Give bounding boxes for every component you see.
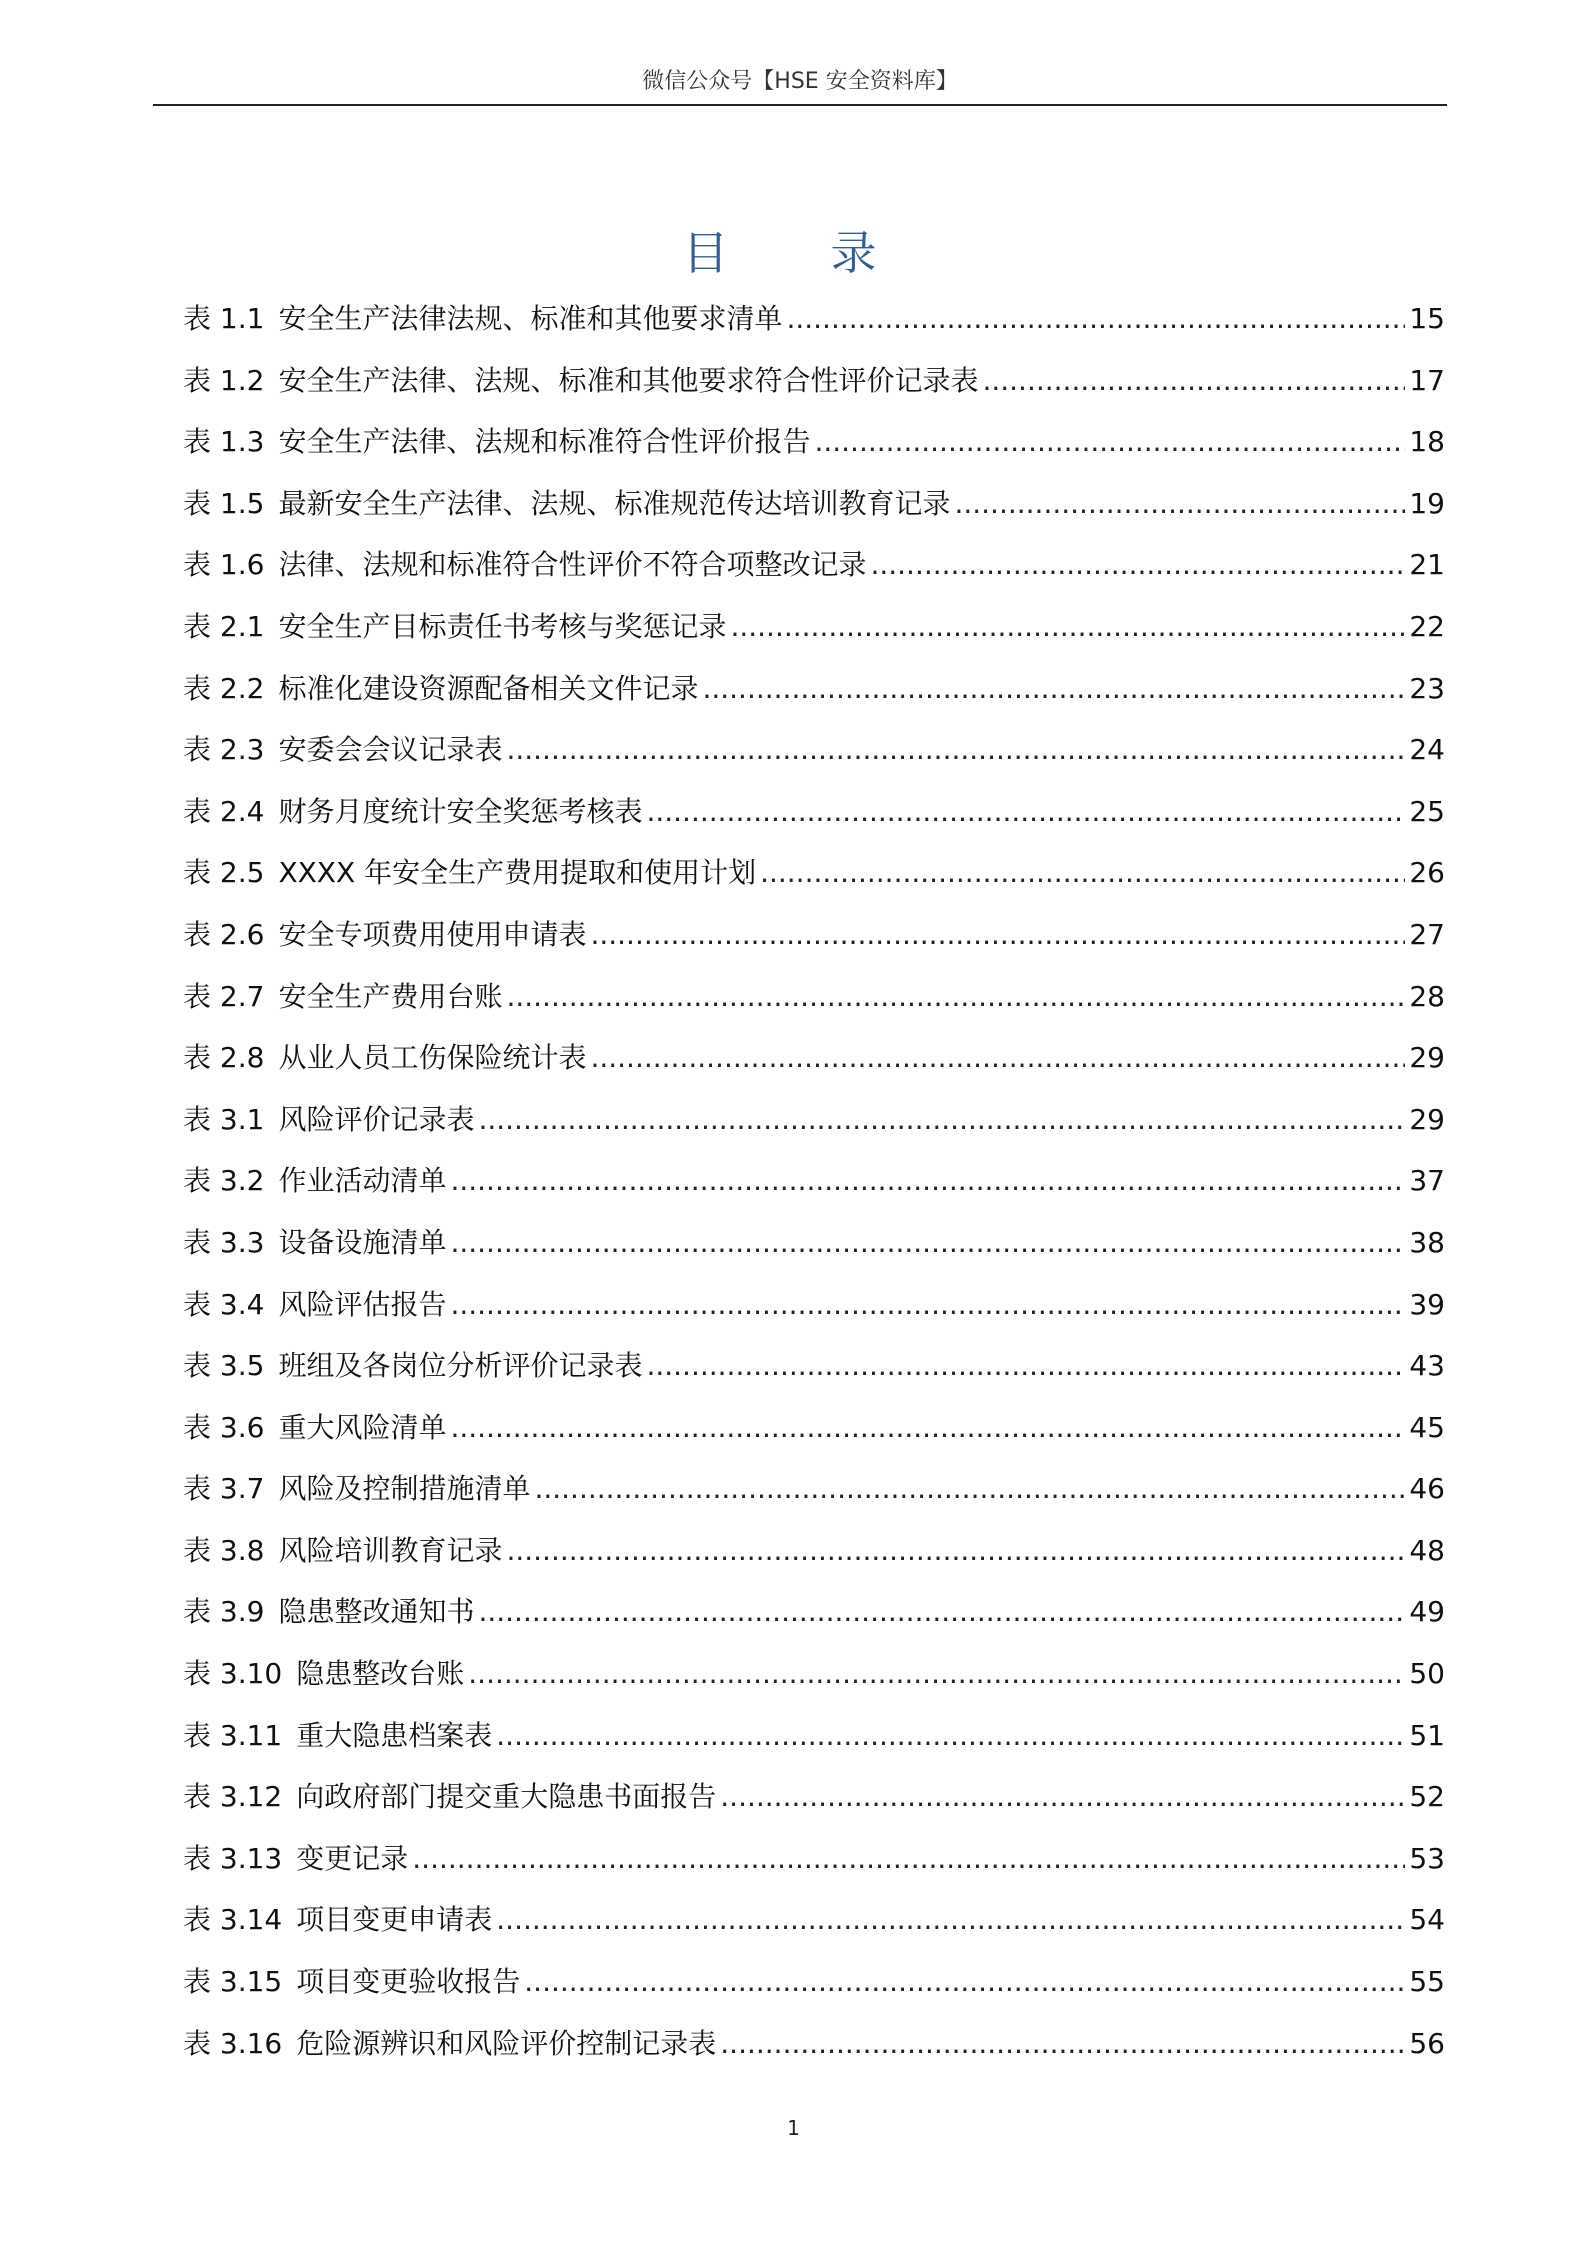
toc-entry[interactable] bbox=[183, 473, 1445, 535]
dot-leader bbox=[524, 1951, 1405, 2013]
dot-leader bbox=[646, 1335, 1405, 1397]
toc-entry-page: 48 bbox=[1409, 1533, 1445, 1567]
toc-entry-number: 表 3.3 bbox=[183, 1225, 265, 1259]
toc-entry-page: 53 bbox=[1409, 1841, 1445, 1875]
toc-entry-page: 23 bbox=[1409, 671, 1445, 705]
toc-entry[interactable] bbox=[183, 288, 1445, 350]
toc-entry-title: 变更记录 bbox=[296, 1841, 409, 1875]
toc-entry-page: 29 bbox=[1409, 1102, 1445, 1136]
toc-entry-number: 表 3.13 bbox=[183, 1841, 283, 1875]
toc-entry[interactable] bbox=[183, 658, 1445, 720]
toc-entry[interactable] bbox=[183, 1520, 1445, 1582]
toc-entry-number: 表 3.16 bbox=[183, 2026, 283, 2060]
toc-entry-title: 隐患整改通知书 bbox=[278, 1595, 475, 1629]
toc-entry-number: 表 2.1 bbox=[183, 609, 265, 643]
toc-entry[interactable] bbox=[183, 842, 1445, 904]
toc-entry-title: 标准化建设资源配备相关文件记录 bbox=[278, 671, 699, 705]
toc-entry-page: 26 bbox=[1409, 856, 1445, 890]
toc-entry-title: 风险评价记录表 bbox=[278, 1102, 475, 1136]
toc-entry-page: 43 bbox=[1409, 1349, 1445, 1383]
toc-entry-title: 重大风险清单 bbox=[278, 1410, 447, 1444]
toc-entry-number: 表 2.3 bbox=[183, 733, 265, 767]
toc-entry-title: 风险评估报告 bbox=[278, 1287, 447, 1321]
toc-entry-title: 向政府部门提交重大隐患书面报告 bbox=[296, 1780, 717, 1814]
dot-leader bbox=[412, 1828, 1405, 1890]
toc-entry-number: 表 2.6 bbox=[183, 917, 265, 951]
toc-entry-number: 表 1.1 bbox=[183, 302, 265, 335]
dot-leader bbox=[590, 904, 1405, 966]
toc-entry[interactable] bbox=[183, 2013, 1445, 2075]
toc-entry-number: 表 1.6 bbox=[183, 548, 265, 582]
toc-entry-page: 39 bbox=[1409, 1287, 1445, 1321]
toc-entry-page: 37 bbox=[1409, 1164, 1445, 1198]
toc-entry-number: 表 3.2 bbox=[183, 1164, 265, 1198]
dot-leader bbox=[450, 1397, 1405, 1459]
page-number: 1 bbox=[787, 2116, 800, 2140]
dot-leader bbox=[506, 966, 1405, 1028]
toc-entry-number: 表 2.4 bbox=[183, 794, 265, 828]
dot-leader bbox=[468, 1643, 1405, 1705]
toc-entry-number: 表 3.11 bbox=[183, 1718, 283, 1752]
toc-entry-number: 表 3.8 bbox=[183, 1533, 265, 1567]
toc-entry-title: 安全生产目标责任书考核与奖惩记录 bbox=[278, 609, 727, 643]
toc-entry[interactable] bbox=[183, 904, 1445, 966]
toc-entry[interactable] bbox=[183, 1335, 1445, 1397]
header-text: 微信公众号【HSE 安全资料库】 bbox=[642, 69, 958, 94]
toc-entry-title: XXXX 年安全生产费用提取和使用计划 bbox=[278, 856, 757, 890]
toc-entry[interactable] bbox=[183, 719, 1445, 781]
toc-entry-number: 表 1.5 bbox=[183, 486, 265, 520]
toc-entry-title: 法律、法规和标准符合性评价不符合项整改记录 bbox=[278, 548, 867, 582]
toc-entry-number: 表 2.8 bbox=[183, 1041, 265, 1075]
dot-leader bbox=[954, 473, 1405, 535]
dot-leader bbox=[496, 1705, 1405, 1767]
toc-entry-number: 表 3.10 bbox=[183, 1657, 283, 1691]
toc-entry-page: 51 bbox=[1409, 1718, 1445, 1752]
toc-entry-title: 财务月度统计安全奖惩考核表 bbox=[278, 794, 643, 828]
toc-entry-title: 安全生产法律法规、标准和其他要求清单 bbox=[278, 302, 783, 335]
toc-entry[interactable] bbox=[183, 966, 1445, 1028]
dot-leader bbox=[450, 1212, 1405, 1274]
toc-entry-number: 表 2.5 bbox=[183, 856, 265, 890]
toc-entry-number: 表 3.15 bbox=[183, 1965, 283, 1999]
dot-leader bbox=[720, 1766, 1405, 1828]
toc-entry-page: 27 bbox=[1409, 917, 1445, 951]
dot-leader bbox=[506, 1520, 1405, 1582]
toc-entry-page: 45 bbox=[1409, 1410, 1445, 1444]
toc-entry[interactable] bbox=[183, 534, 1445, 596]
dot-leader bbox=[450, 1274, 1405, 1336]
toc-entry[interactable] bbox=[183, 1766, 1445, 1828]
toc-entry-title: 隐患整改台账 bbox=[296, 1657, 465, 1691]
toc-entry-page: 49 bbox=[1409, 1595, 1445, 1629]
toc-entry-page: 56 bbox=[1409, 2026, 1445, 2060]
toc-entry-page: 18 bbox=[1409, 425, 1445, 459]
toc-entry-number: 表 3.1 bbox=[183, 1102, 265, 1136]
toc-entry[interactable] bbox=[183, 1705, 1445, 1767]
toc-entry[interactable] bbox=[183, 1027, 1445, 1089]
dot-leader bbox=[534, 1458, 1405, 1520]
toc-entry-page: 17 bbox=[1409, 363, 1445, 397]
toc-entry-number: 表 3.12 bbox=[183, 1780, 283, 1814]
toc-entry-page: 15 bbox=[1409, 302, 1445, 335]
toc-entry[interactable] bbox=[183, 1150, 1445, 1212]
toc-entry-page: 28 bbox=[1409, 979, 1445, 1013]
toc-entry-title: 从业人员工伤保险统计表 bbox=[278, 1041, 587, 1075]
dot-leader bbox=[506, 719, 1405, 781]
toc-entry-title: 设备设施清单 bbox=[278, 1225, 447, 1259]
toc-entry-page: 38 bbox=[1409, 1225, 1445, 1259]
toc-entry-page: 21 bbox=[1409, 548, 1445, 582]
toc-entry-page: 19 bbox=[1409, 486, 1445, 520]
toc-entry-title: 项目变更申请表 bbox=[296, 1903, 493, 1937]
page-header bbox=[153, 62, 1447, 106]
toc-entry-page: 50 bbox=[1409, 1657, 1445, 1691]
toc-entry-number: 表 3.5 bbox=[183, 1349, 265, 1383]
toc-entry-number: 表 3.14 bbox=[183, 1903, 283, 1937]
dot-leader bbox=[478, 1089, 1405, 1151]
dot-leader bbox=[450, 1150, 1405, 1212]
dot-leader bbox=[730, 596, 1405, 658]
toc-entry-number: 表 2.2 bbox=[183, 671, 265, 705]
toc-entry-number: 表 3.7 bbox=[183, 1472, 265, 1506]
toc-entry[interactable] bbox=[183, 1458, 1445, 1520]
toc-entry-page: 24 bbox=[1409, 733, 1445, 767]
toc-entry[interactable] bbox=[183, 1889, 1445, 1951]
toc-entry-page: 22 bbox=[1409, 609, 1445, 643]
toc-entry[interactable] bbox=[183, 1212, 1445, 1274]
toc-entry-number: 表 3.9 bbox=[183, 1595, 265, 1629]
dot-leader bbox=[496, 1889, 1405, 1951]
toc-entry-number: 表 2.7 bbox=[183, 979, 265, 1013]
toc-entry-page: 25 bbox=[1409, 794, 1445, 828]
toc-entry-number: 表 3.6 bbox=[183, 1410, 265, 1444]
toc-entry[interactable] bbox=[183, 1089, 1445, 1151]
toc-entry[interactable] bbox=[183, 596, 1445, 658]
toc-entry-page: 29 bbox=[1409, 1041, 1445, 1075]
toc-entry-title: 风险培训教育记录 bbox=[278, 1533, 503, 1567]
toc-entry-title: 重大隐患档案表 bbox=[296, 1718, 493, 1752]
dot-leader bbox=[590, 1027, 1405, 1089]
toc-entry[interactable] bbox=[183, 1951, 1445, 2013]
toc-entry-title: 安全专项费用使用申请表 bbox=[278, 917, 587, 951]
toc-entry-page: 54 bbox=[1409, 1903, 1445, 1937]
toc-entry-number: 表 1.3 bbox=[183, 425, 265, 459]
toc-entry-number: 表 1.2 bbox=[183, 363, 265, 397]
toc-entry-title: 安全生产法律、法规、标准和其他要求符合性评价记录表 bbox=[278, 363, 979, 397]
toc-entry-title: 危险源辨识和风险评价控制记录表 bbox=[296, 2026, 717, 2060]
toc-entry[interactable] bbox=[183, 1274, 1445, 1336]
toc-entry-number: 表 3.4 bbox=[183, 1287, 265, 1321]
toc-entry-title: 风险及控制措施清单 bbox=[278, 1472, 531, 1506]
toc-entry-page: 55 bbox=[1409, 1965, 1445, 1999]
toc-entry-title: 安委会会议记录表 bbox=[278, 733, 503, 767]
toc-entry[interactable] bbox=[183, 1397, 1445, 1459]
toc-entry-title: 班组及各岗位分析评价记录表 bbox=[278, 1349, 643, 1383]
toc-entry-title: 最新安全生产法律、法规、标准规范传达培训教育记录 bbox=[278, 486, 951, 520]
dot-leader bbox=[814, 411, 1405, 473]
toc-entry-title: 作业活动清单 bbox=[278, 1164, 447, 1198]
dot-leader bbox=[786, 288, 1405, 350]
toc-title: 目 录 bbox=[682, 226, 905, 280]
toc-entry[interactable] bbox=[183, 781, 1445, 843]
toc-entry-page: 46 bbox=[1409, 1472, 1445, 1506]
toc-entry-title: 项目变更验收报告 bbox=[296, 1965, 521, 1999]
toc-entry-title: 安全生产法律、法规和标准符合性评价报告 bbox=[278, 425, 811, 459]
toc-list bbox=[183, 288, 1445, 2074]
dot-leader bbox=[478, 1581, 1405, 1643]
dot-leader bbox=[870, 534, 1405, 596]
dot-leader bbox=[982, 350, 1405, 412]
dot-leader bbox=[720, 2013, 1405, 2075]
dot-leader bbox=[702, 658, 1405, 720]
toc-entry[interactable] bbox=[183, 411, 1445, 473]
toc-entry[interactable] bbox=[183, 350, 1445, 412]
toc-entry-page: 52 bbox=[1409, 1780, 1445, 1814]
toc-entry-title: 安全生产费用台账 bbox=[278, 979, 503, 1013]
toc-entry[interactable] bbox=[183, 1828, 1445, 1890]
dot-leader bbox=[760, 842, 1405, 904]
toc-entry[interactable] bbox=[183, 1581, 1445, 1643]
dot-leader bbox=[646, 781, 1405, 843]
toc-entry[interactable] bbox=[183, 1643, 1445, 1705]
